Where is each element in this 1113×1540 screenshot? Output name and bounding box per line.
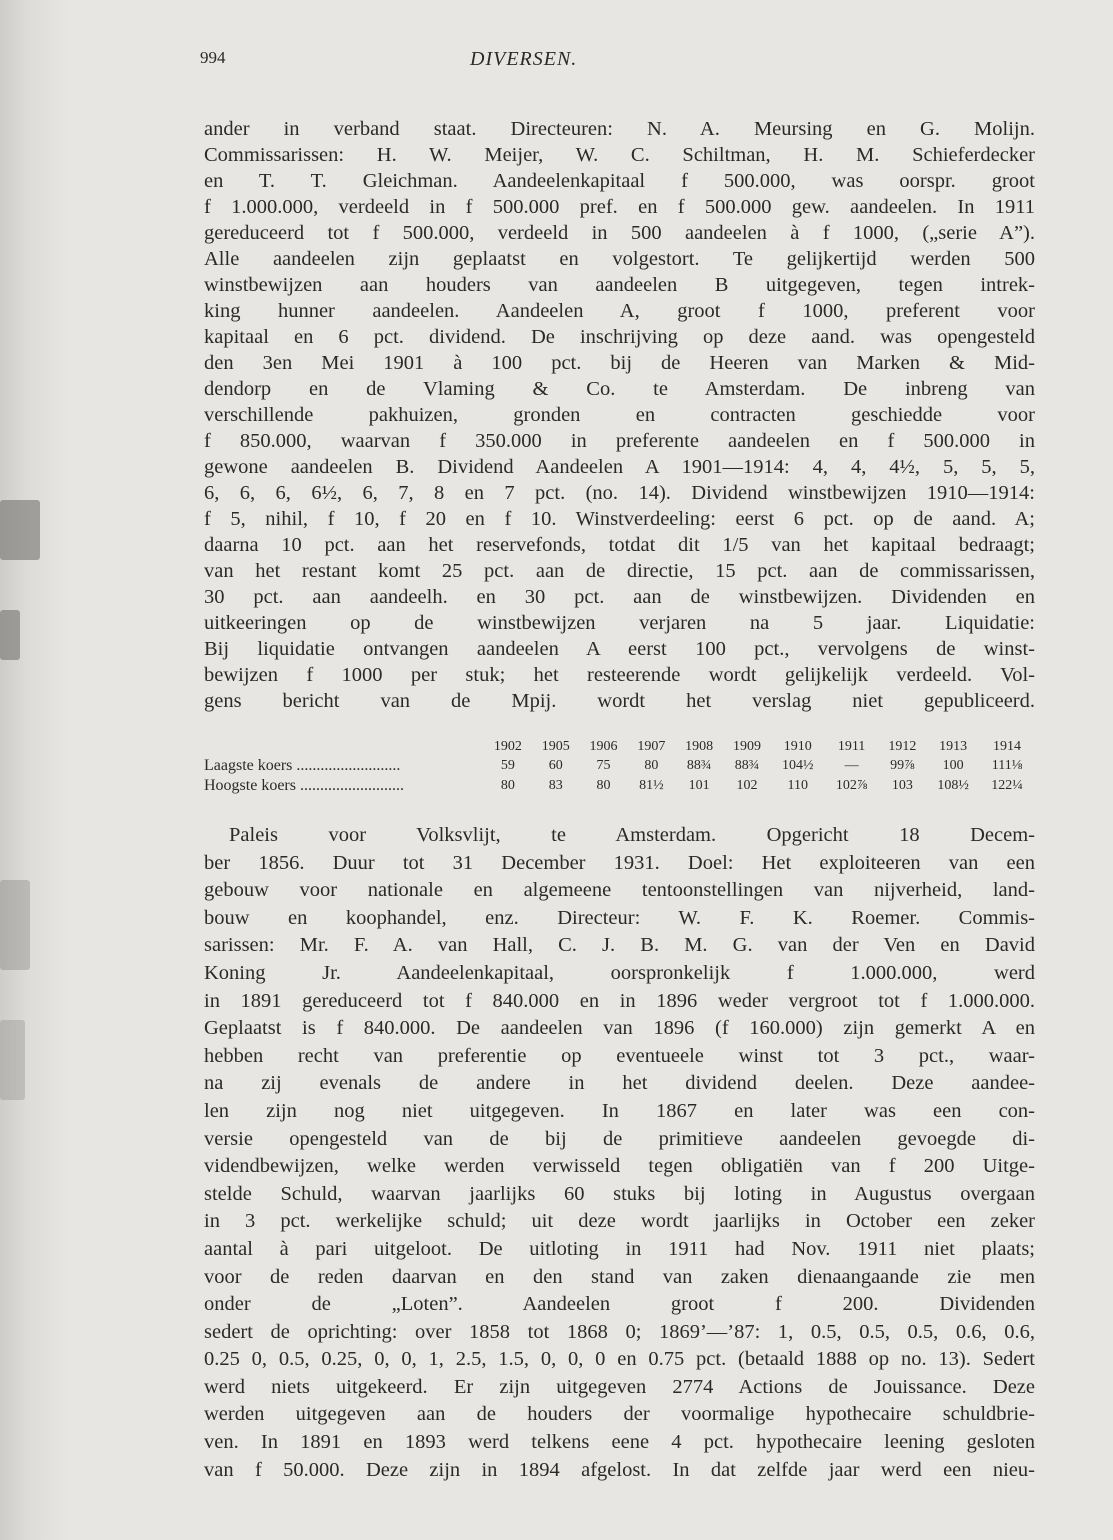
text-line: verschillende pakhuizen, gronden en contracten geschiedde voor xyxy=(204,404,1035,426)
text-line: ber 1856. Duur tot 31 December 1931. Doel: Het exploiteeren van een xyxy=(204,851,1035,874)
table-cell: 80 xyxy=(644,758,659,773)
text-line: gereduceerd tot f 500.000, verdeeld in 500 aandeelen à f 1000, („serie A”). xyxy=(204,222,1035,244)
scan-mark xyxy=(0,1020,25,1100)
text-line: voor de reden daarvan en den stand van zaken dienaangaande zie men xyxy=(204,1265,1035,1288)
row-label: Laagste koers .......................... xyxy=(204,757,401,774)
table-row xyxy=(204,756,1034,776)
text-line: Geplaatst is f 840.000. De aandeelen van 1896 (f 160.000) zijn gemerkt A en xyxy=(204,1017,1035,1040)
table-cell: 80 xyxy=(596,778,611,793)
text-line: kapitaal en 6 pct. dividend. De inschrijving op deze aand. was opengesteld xyxy=(204,326,1035,348)
year-header: 1914 xyxy=(993,739,1022,754)
text-line: bewijzen f 1000 per stuk; het resteerende wordt gelijkelijk verdeeld. Vol- xyxy=(204,664,1035,686)
table-cell: 122¼ xyxy=(991,778,1023,793)
scan-binding-edge xyxy=(0,0,70,1540)
text-line: f 5, nihil, f 10, f 20 en f 10. Winstverdeeling: eerst 6 pct. op de aand. A; xyxy=(204,508,1035,530)
year-header: 1913 xyxy=(939,739,968,754)
table-cell: 59 xyxy=(500,758,515,773)
text-line: van het restant komt 25 pct. aan de directie, 15 pct. aan de commissarissen, xyxy=(204,560,1035,582)
year-header: 1908 xyxy=(685,739,714,754)
text-line: daarna 10 pct. aan het reservefonds, totdat dit 1/5 van het kapitaal bedraagt; xyxy=(204,534,1035,556)
year-header: 1905 xyxy=(541,739,570,754)
table-cell: 80 xyxy=(500,778,515,793)
text-line: Paleis voor Volksvlijt, te Amsterdam. Opgericht 18 Decem- xyxy=(229,824,1035,846)
text-line: king hunner aandeelen. Aandeelen A, groot f 1000, preferent voor xyxy=(204,300,1035,322)
scan-mark xyxy=(0,500,40,560)
table-cell: 83 xyxy=(548,778,563,793)
text-line: gewone aandeelen B. Dividend Aandeelen A 1901—1914: 4, 4, 4½, 5, 5, 5, xyxy=(204,456,1035,478)
text-line: 6, 6, 6, 6½, 6, 7, 8 en 7 pct. (no. 14). Dividend winstbewijzen 1910—1914: xyxy=(204,482,1035,504)
text-line: Alle aandeelen zijn geplaatst en volgestort. Te gelijkertijd werden 500 xyxy=(204,248,1035,270)
text-line: dendorp en de Vlaming & Co. te Amsterdam. De inbreng van xyxy=(204,378,1035,400)
text-line: aantal à pari uitgeloot. De uitloting in 1911 had Nov. 1911 niet plaats; xyxy=(204,1237,1035,1260)
text-line: stelde Schuld, waarvan jaarlijks 60 stuks bij loting in Augustus overgaan xyxy=(204,1182,1035,1205)
text-line: f 1.000.000, verdeeld in f 500.000 pref. en f 500.000 gew. aandeelen. In 1911 xyxy=(204,196,1035,218)
year-header: 1911 xyxy=(837,739,866,754)
text-line: 0.25 0, 0.5, 0.25, 0, 0, 1, 2.5, 1.5, 0, 0, 0 en 0.75 pct. (betaald 1888 op no. 13). Sedert xyxy=(204,1348,1035,1371)
row-label: Hoogste koers .......................... xyxy=(204,777,404,794)
table-cell: 102 xyxy=(736,778,758,793)
text-line: na zij evenals de andere in het dividend deelen. Deze aandee- xyxy=(204,1072,1035,1095)
year-header: 1910 xyxy=(783,739,812,754)
text-line: onder de „Loten”. Aandeelen groot f 200. Dividenden xyxy=(204,1293,1035,1316)
table-cell: 102⅞ xyxy=(835,778,868,793)
running-title: DIVERSEN. xyxy=(470,48,578,70)
table-cell: 108½ xyxy=(937,778,969,793)
text-line: Koning Jr. Aandeelenkapitaal, oorspronkelijk f 1.000.000, werd xyxy=(204,961,1035,984)
text-line: uitkeeringen op de winstbewijzen verjaren na 5 jaar. Liquidatie: xyxy=(204,612,1035,634)
year-header: 1906 xyxy=(589,739,618,754)
text-line: 30 pct. aan aandeelh. en 30 pct. aan de winstbewijzen. Dividenden en xyxy=(204,586,1035,608)
table-cell: 110 xyxy=(787,778,809,793)
text-line: videndbewijzen, welke werden verwisseld tegen obligatiën van f 200 Uitge- xyxy=(204,1155,1035,1178)
text-line: winstbewijzen aan houders van aandeelen B uitgegeven, tegen intrek- xyxy=(204,274,1035,296)
table-cell: 75 xyxy=(596,758,611,773)
year-header: 1907 xyxy=(637,739,666,754)
text-line: Commissarissen: H. W. Meijer, W. C. Schiltman, H. M. Schieferdecker xyxy=(204,144,1035,166)
table-cell: — xyxy=(844,758,859,773)
table-cell: 100 xyxy=(942,758,964,773)
year-header: 1909 xyxy=(732,739,761,754)
text-line: in 1891 gereduceerd tot f 840.000 en in 1896 weder vergroot tot f 1.000.000. xyxy=(204,989,1035,1012)
text-line: Bij liquidatie ontvangen aandeelen A eerst 100 pct., vervolgens de winst- xyxy=(204,638,1035,660)
table-cell: 99⅞ xyxy=(890,758,915,773)
text-line: den 3en Mei 1901 à 100 pct. bij de Heeren van Marken & Mid- xyxy=(204,352,1035,374)
text-line: ander in verband staat. Directeuren: N. A. Meursing en G. Molijn. xyxy=(204,118,1035,140)
text-line: werden uitgegeven aan de houders der voormalige hypothecaire schuldbrie- xyxy=(204,1403,1035,1426)
text-line: hebben recht van preferentie op eventueele winst tot 3 pct., waar- xyxy=(204,1044,1035,1067)
table-cell: 88¾ xyxy=(734,758,760,773)
table-cell: 104½ xyxy=(782,758,814,773)
table-cell: 111⅛ xyxy=(991,758,1023,773)
text-line: en T. T. Gleichman. Aandeelenkapitaal f 500.000, was oorspr. groot xyxy=(204,170,1035,192)
text-line: versie opengesteld van de bij de primitieve aandeelen gevoegde di- xyxy=(204,1127,1035,1150)
text-line: sedert de oprichting: over 1858 tot 1868 0; 1869’—’87: 1, 0.5, 0.5, 0.5, 0.6, 0.6, xyxy=(204,1320,1035,1343)
section-company-entry-continued xyxy=(204,116,1035,714)
year-header: 1912 xyxy=(888,739,917,754)
text-line: van f 50.000. Deze zijn in 1894 afgelost. In dat zelfde jaar werd een nieu- xyxy=(204,1458,1035,1481)
table-header-row xyxy=(204,738,1034,756)
table-cell: 103 xyxy=(891,778,913,793)
text-line: gens bericht van de Mpij. wordt het verslag niet gepubliceerd. xyxy=(204,690,1035,712)
scan-mark xyxy=(0,610,20,660)
table-corner xyxy=(204,738,484,756)
text-line: sarissen: Mr. F. A. van Hall, C. J. B. M. G. van der Ven en David xyxy=(204,934,1035,957)
page-number: 994 xyxy=(200,48,226,67)
text-line: werd niets uitgekeerd. Er zijn uitgegeven 2774 Actions de Jouissance. Deze xyxy=(204,1375,1035,1398)
text-line: f 850.000, waarvan f 350.000 in preferente aandeelen en f 500.000 in xyxy=(204,430,1035,452)
koers-table xyxy=(204,738,1034,796)
table-cell: 60 xyxy=(548,758,563,773)
table-cell: 88¾ xyxy=(686,758,712,773)
table-row xyxy=(204,776,1034,796)
year-header: 1902 xyxy=(493,739,522,754)
table-cell: 101 xyxy=(688,778,710,793)
table-cell: 81½ xyxy=(639,778,664,793)
text-line: ven. In 1891 en 1893 werd telkens eene 4 pct. hypothecaire leening gesloten xyxy=(204,1431,1035,1454)
section-paleis-voor-volksvlijt xyxy=(204,822,1035,1484)
text-line: bouw en koophandel, enz. Directeur: W. F. K. Roemer. Commis- xyxy=(204,906,1035,929)
text-line: len zijn nog niet uitgegeven. In 1867 en later was een con- xyxy=(204,1099,1035,1122)
scan-mark xyxy=(0,880,30,970)
text-line: in 3 pct. werkelijke schuld; uit deze wordt jaarlijks in October een zeker xyxy=(204,1210,1035,1233)
text-line: gebouw voor nationale en algemeene tentoonstellingen van nijverheid, land- xyxy=(204,879,1035,902)
